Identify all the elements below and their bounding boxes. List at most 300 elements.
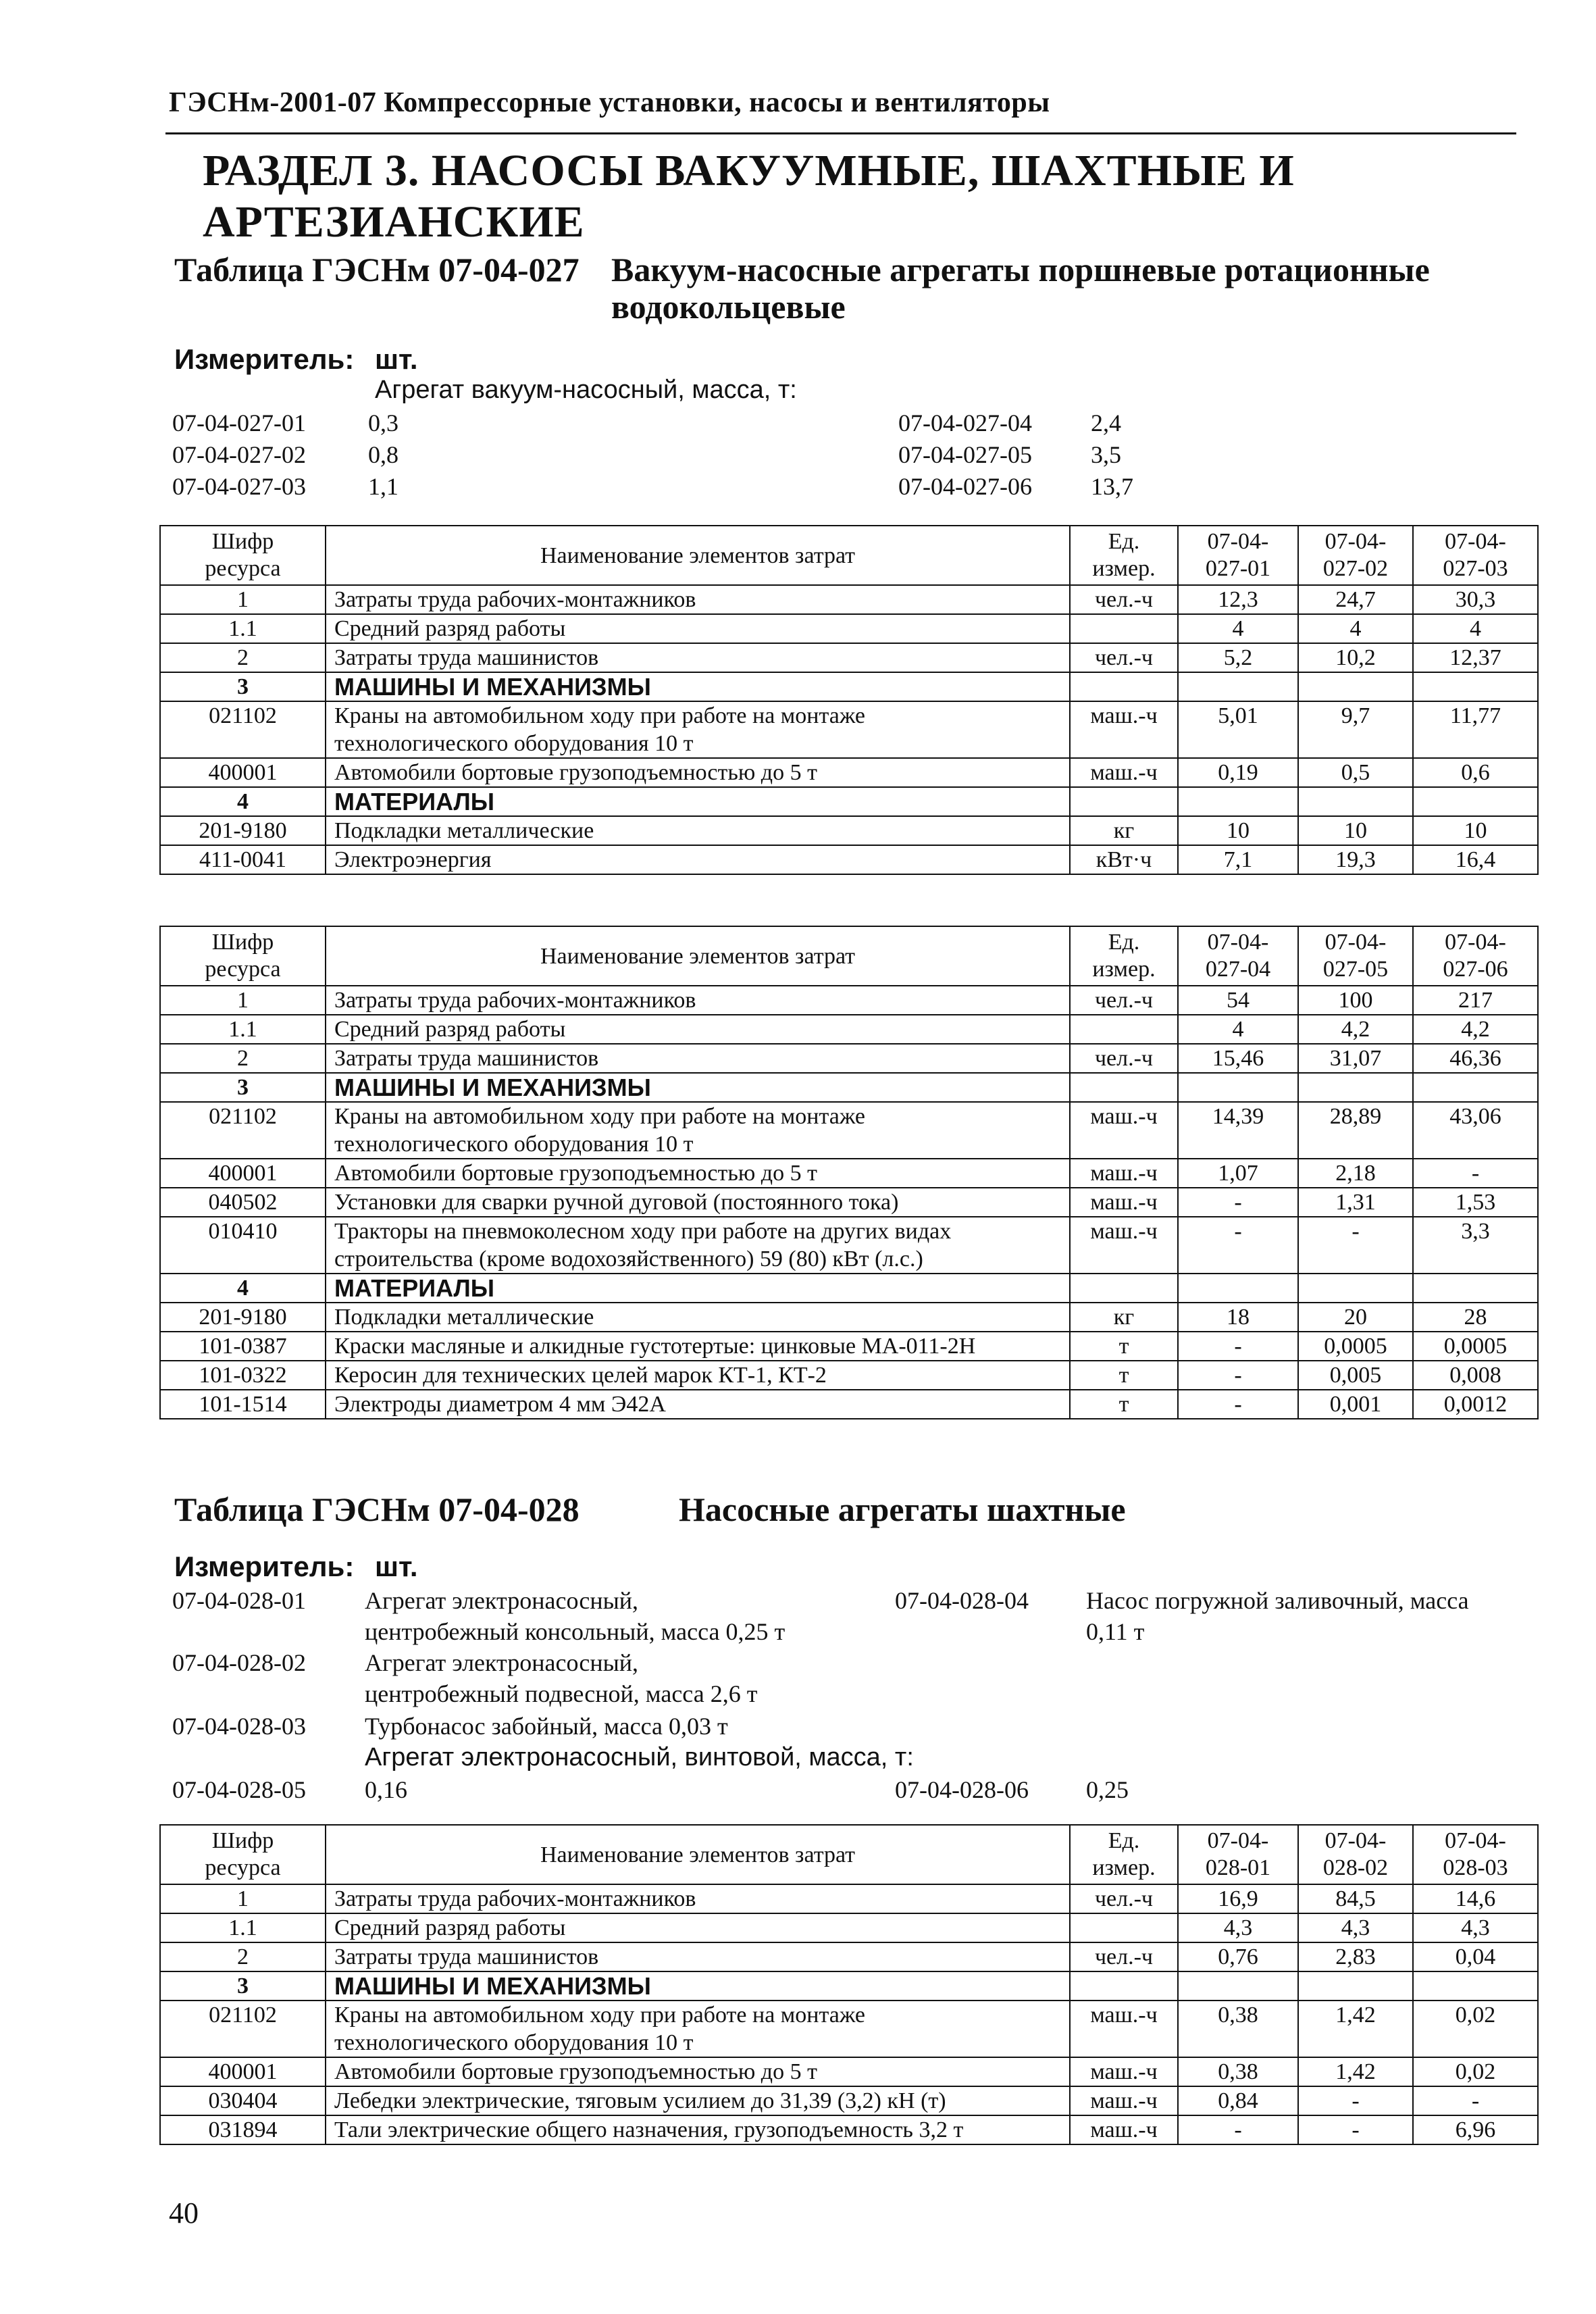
header-norm-code-line-1: 07-04- [1445, 1828, 1506, 1853]
header-unit-line-2: измер. [1092, 957, 1156, 982]
header-unit-cell [1070, 526, 1178, 585]
resource-name-line-1: МАШИНЫ И МЕХАНИЗМЫ [334, 1972, 651, 2000]
value-cell: 12,37 [1413, 643, 1538, 672]
unit-cell [1070, 1073, 1178, 1102]
table-row [160, 1015, 1538, 1044]
value-cell: 18 [1178, 1303, 1298, 1332]
unit-cell: маш.-ч [1070, 1102, 1178, 1159]
resource-code-cell: 030404 [160, 2086, 326, 2115]
unit-cell: кВт·ч [1070, 845, 1178, 874]
item-value: 3,5 [1091, 441, 1121, 468]
item-code: 07-04-027-04 [898, 409, 1032, 436]
table-row [160, 986, 1538, 1015]
unit-cell [1070, 614, 1178, 643]
value-cell: 0,02 [1413, 2001, 1538, 2057]
value-cell: 10 [1413, 816, 1538, 845]
header-unit-cell [1070, 1825, 1178, 1884]
table-row [160, 1159, 1538, 1188]
resource-name-line-1: Затраты труда рабочих-монтажников [334, 587, 696, 612]
table-row [160, 2001, 1538, 2057]
resource-code-cell: 021102 [160, 1102, 326, 1159]
resource-name-line-2: технологического оборудования 10 т [334, 2030, 694, 2055]
item-code: 07-04-028-06 [895, 1776, 1029, 1803]
header-unit-line-1: Ед. [1108, 930, 1140, 955]
item-code: 07-04-028-03 [172, 1713, 306, 1740]
header-norm-code-line-2: 027-05 [1322, 957, 1389, 982]
resource-name-cell [326, 1073, 1070, 1102]
resource-code-cell: 021102 [160, 701, 326, 758]
table-section-row [160, 672, 1538, 701]
table028-meter-value: шт. [375, 1551, 418, 1582]
item-code: 07-04-028-01 [172, 1587, 306, 1614]
value-cell: 5,01 [1178, 701, 1298, 758]
value-cell: - [1413, 2086, 1538, 2115]
table-section-row [160, 1971, 1538, 2001]
header-norm-code-line-2: 027-04 [1205, 957, 1271, 982]
item-code: 07-04-028-05 [172, 1776, 306, 1803]
resource-name-line-1: Краны на автомобильном ходу при работе на монтаже [334, 1104, 866, 1129]
header-code-line-2: ресурса [205, 556, 281, 581]
value-cell: 217 [1413, 986, 1538, 1015]
resource-code-cell: 021102 [160, 2001, 326, 2057]
resource-name-line-1: Средний разряд работы [334, 1017, 566, 1042]
resource-name-cell [326, 787, 1070, 816]
table-row [160, 585, 1538, 614]
resource-name-cell [326, 2001, 1070, 2057]
resource-name-line-1: Затраты труда рабочих-монтажников [334, 988, 696, 1013]
value-cell: 0,04 [1413, 1942, 1538, 1971]
value-cell: 100 [1298, 986, 1413, 1015]
item-value: 2,4 [1091, 409, 1121, 436]
header-name-cell: Наименование элементов затрат [326, 526, 1070, 585]
value-cell [1298, 787, 1413, 816]
header-code-line-1: Шифр [211, 1828, 274, 1853]
value-cell [1413, 1073, 1538, 1102]
resource-name-line-1: МАТЕРИАЛЫ [334, 1274, 495, 1302]
header-norm-code-cell [1298, 526, 1413, 585]
table-row [160, 701, 1538, 758]
resource-code-cell: 400001 [160, 2057, 326, 2086]
table-row [160, 1942, 1538, 1971]
value-cell: 3,3 [1413, 1217, 1538, 1274]
resource-code-cell: 101-0387 [160, 1332, 326, 1361]
resource-name-line-1: Затраты труда машинистов [334, 1944, 599, 1969]
table-row [160, 1102, 1538, 1159]
value-cell: - [1178, 1332, 1298, 1361]
resource-name-line-1: Краски масляные и алкидные густотертые: цинковые МА-011-2Н [334, 1334, 976, 1359]
unit-cell: чел.-ч [1070, 1044, 1178, 1073]
table-row [160, 2115, 1538, 2144]
value-cell: 84,5 [1298, 1884, 1413, 1913]
item-code: 07-04-027-03 [172, 473, 306, 500]
item-value: 0,16 [365, 1776, 407, 1803]
resource-name-line-1: Тракторы на пневмоколесном ходу при работе на других видах [334, 1219, 952, 1244]
norm-table-028 [159, 1824, 1539, 2145]
section-title: РАЗДЕЛ 3. НАСОСЫ ВАКУУМНЫЕ, ШАХТНЫЕ И АРТЕЗИАНСКИЕ [203, 146, 1295, 247]
running-header: ГЭСНм-2001-07 Компрессорные установки, насосы и вентиляторы [169, 87, 1050, 118]
unit-cell: маш.-ч [1070, 2057, 1178, 2086]
item-code: 07-04-027-01 [172, 409, 306, 436]
resource-name-cell [326, 1884, 1070, 1913]
value-cell: 28 [1413, 1303, 1538, 1332]
table-row [160, 1884, 1538, 1913]
resource-name-line-1: Установки для сварки ручной дуговой (постоянного тока) [334, 1190, 899, 1215]
table-header-row [160, 926, 1538, 986]
unit-cell: маш.-ч [1070, 2115, 1178, 2144]
table-row [160, 1332, 1538, 1361]
value-cell: 0,02 [1413, 2057, 1538, 2086]
item-text: Насос погружной заливочный, масса [1086, 1587, 1469, 1614]
resource-code-cell: 4 [160, 1274, 326, 1303]
unit-cell: маш.-ч [1070, 2001, 1178, 2057]
header-unit-line-1: Ед. [1108, 529, 1140, 554]
table-row [160, 1217, 1538, 1274]
unit-cell [1070, 1015, 1178, 1044]
table-section-row [160, 787, 1538, 816]
unit-cell: маш.-ч [1070, 1217, 1178, 1274]
table028-items-intro: Агрегат электронасосный, винтовой, масса, т: [365, 1743, 914, 1771]
resource-code-cell: 3 [160, 672, 326, 701]
value-cell: 0,0012 [1413, 1390, 1538, 1419]
page-number: 40 [169, 2196, 199, 2230]
value-cell: 10,2 [1298, 643, 1413, 672]
table027-items-intro: Агрегат вакуум-насосный, масса, т: [375, 376, 797, 404]
table-row [160, 643, 1538, 672]
resource-code-cell: 400001 [160, 758, 326, 787]
header-norm-code-line-1: 07-04- [1445, 930, 1506, 955]
header-unit-line-2: измер. [1092, 556, 1156, 581]
item-text: 0,11 т [1086, 1618, 1145, 1645]
item-text: Агрегат электронасосный, [365, 1649, 639, 1676]
value-cell [1298, 1073, 1413, 1102]
value-cell [1298, 1971, 1413, 2001]
resource-name-cell [326, 585, 1070, 614]
table-row [160, 758, 1538, 787]
value-cell [1413, 787, 1538, 816]
value-cell: 12,3 [1178, 585, 1298, 614]
value-cell: 4 [1178, 614, 1298, 643]
header-norm-code-cell [1298, 1825, 1413, 1884]
value-cell: - [1178, 1361, 1298, 1390]
item-value: 0,25 [1086, 1776, 1129, 1803]
table-row [160, 2057, 1538, 2086]
resource-name-cell [326, 1102, 1070, 1159]
value-cell: - [1413, 1159, 1538, 1188]
unit-cell: маш.-ч [1070, 2086, 1178, 2115]
table-row [160, 2086, 1538, 2115]
value-cell [1413, 672, 1538, 701]
item-value: 13,7 [1091, 473, 1133, 500]
table027-caption-title-1: Вакуум-насосные агрегаты поршневые ротационные [611, 251, 1430, 288]
item-text: Турбонасос забойный, масса 0,03 т [365, 1713, 728, 1740]
table028-meter-label: Измеритель: [174, 1551, 355, 1582]
resource-name-line-1: Затраты труда машинистов [334, 645, 599, 670]
header-rule [165, 132, 1516, 134]
unit-cell: чел.-ч [1070, 986, 1178, 1015]
value-cell: 11,77 [1413, 701, 1538, 758]
resource-name-cell [326, 986, 1070, 1015]
unit-cell: чел.-ч [1070, 1884, 1178, 1913]
value-cell [1413, 1971, 1538, 2001]
value-cell: 7,1 [1178, 845, 1298, 874]
resource-code-cell: 1 [160, 1884, 326, 1913]
value-cell: - [1178, 1390, 1298, 1419]
unit-cell: маш.-ч [1070, 701, 1178, 758]
table-section-row [160, 1073, 1538, 1102]
resource-name-line-2: технологического оборудования 10 т [334, 731, 694, 756]
header-code-cell [160, 526, 326, 585]
unit-cell [1070, 1274, 1178, 1303]
resource-name-line-1: Автомобили бортовые грузоподъемностью до 5 т [334, 760, 817, 785]
unit-cell: чел.-ч [1070, 585, 1178, 614]
resource-name-cell [326, 643, 1070, 672]
resource-code-cell: 2 [160, 1942, 326, 1971]
item-code: 07-04-028-04 [895, 1587, 1029, 1614]
resource-name-line-1: МАТЕРИАЛЫ [334, 788, 495, 815]
value-cell: 16,4 [1413, 845, 1538, 874]
resource-name-cell [326, 1188, 1070, 1217]
norm-table-027-b [159, 926, 1539, 1419]
table-header-row [160, 526, 1538, 585]
header-norm-code-line-1: 07-04- [1207, 529, 1269, 554]
header-norm-code-line-2: 027-01 [1205, 556, 1271, 581]
unit-cell: кг [1070, 1303, 1178, 1332]
value-cell: 0,76 [1178, 1942, 1298, 1971]
item-code: 07-04-028-02 [172, 1649, 306, 1676]
header-name-cell: Наименование элементов затрат [326, 926, 1070, 986]
unit-cell: маш.-ч [1070, 758, 1178, 787]
table028-caption-code: Таблица ГЭСНм 07-04-028 [174, 1490, 580, 1528]
header-norm-code-line-2: 027-06 [1443, 957, 1508, 982]
value-cell: 1,07 [1178, 1159, 1298, 1188]
value-cell: 4 [1178, 1015, 1298, 1044]
value-cell: 1,42 [1298, 2001, 1413, 2057]
resource-name-cell [326, 1332, 1070, 1361]
resource-name-cell [326, 758, 1070, 787]
resource-code-cell: 201-9180 [160, 816, 326, 845]
value-cell: 0,008 [1413, 1361, 1538, 1390]
resource-name-cell [326, 2057, 1070, 2086]
header-unit-line-2: измер. [1092, 1855, 1156, 1880]
header-norm-code-line-2: 028-03 [1443, 1855, 1508, 1880]
resource-name-cell [326, 1159, 1070, 1188]
resource-name-cell [326, 2086, 1070, 2115]
value-cell: 0,0005 [1413, 1332, 1538, 1361]
unit-cell [1070, 1913, 1178, 1942]
resource-name-cell [326, 701, 1070, 758]
resource-name-line-1: Электроэнергия [334, 847, 492, 872]
value-cell: 46,36 [1413, 1044, 1538, 1073]
resource-name-line-1: Краны на автомобильном ходу при работе на монтаже [334, 703, 866, 728]
item-code: 07-04-027-05 [898, 441, 1032, 468]
item-value: 0,3 [368, 409, 398, 436]
resource-name-line-1: МАШИНЫ И МЕХАНИЗМЫ [334, 1074, 651, 1101]
resource-name-cell [326, 816, 1070, 845]
table-row [160, 1361, 1538, 1390]
resource-name-line-1: Тали электрические общего назначения, грузоподъемность 3,2 т [334, 2117, 964, 2142]
resource-name-cell [326, 1044, 1070, 1073]
value-cell: - [1178, 1188, 1298, 1217]
resource-code-cell: 010410 [160, 1217, 326, 1274]
table-row [160, 1913, 1538, 1942]
value-cell [1298, 672, 1413, 701]
value-cell: 2,18 [1298, 1159, 1413, 1188]
table-row [160, 1390, 1538, 1419]
resource-code-cell: 411-0041 [160, 845, 326, 874]
resource-code-cell: 1 [160, 585, 326, 614]
table028-caption-title: Насосные агрегаты шахтные [679, 1490, 1126, 1528]
table-row [160, 614, 1538, 643]
resource-name-line-1: Автомобили бортовые грузоподъемностью до 5 т [334, 1161, 817, 1186]
resource-name-line-1: МАШИНЫ И МЕХАНИЗМЫ [334, 673, 651, 701]
table-section-row [160, 1274, 1538, 1303]
table027-meter-label: Измеритель: [174, 343, 355, 375]
resource-name-line-1: Средний разряд работы [334, 1915, 566, 1940]
resource-name-cell [326, 1913, 1070, 1942]
value-cell: 4,2 [1298, 1015, 1413, 1044]
value-cell: 4,3 [1413, 1913, 1538, 1942]
item-text: центробежный консольный, масса 0,25 т [365, 1618, 786, 1645]
value-cell: 0,0005 [1298, 1332, 1413, 1361]
value-cell: 0,5 [1298, 758, 1413, 787]
resource-name-line-2: строительства (кроме водохозяйственного) 59 (80) кВт (л.с.) [334, 1247, 923, 1272]
resource-name-line-1: Лебедки электрические, тяговым усилием до 31,39 (3,2) кН (т) [334, 2088, 946, 2113]
header-norm-code-line-1: 07-04- [1324, 529, 1387, 554]
value-cell: 43,06 [1413, 1102, 1538, 1159]
header-unit-line-1: Ед. [1108, 1828, 1140, 1853]
unit-cell: кг [1070, 816, 1178, 845]
resource-code-cell: 031894 [160, 2115, 326, 2144]
resource-name-line-1: Керосин для технических целей марок КТ-1, КТ-2 [334, 1363, 827, 1388]
value-cell [1298, 1274, 1413, 1303]
resource-name-cell [326, 1390, 1070, 1419]
value-cell: - [1298, 2086, 1413, 2115]
value-cell [1178, 787, 1298, 816]
header-norm-code-cell [1178, 526, 1298, 585]
header-code-line-2: ресурса [205, 957, 281, 982]
value-cell: 0,19 [1178, 758, 1298, 787]
value-cell: 9,7 [1298, 701, 1413, 758]
value-cell: 14,6 [1413, 1884, 1538, 1913]
resource-name-line-1: Автомобили бортовые грузоподъемностью до 5 т [334, 2059, 817, 2084]
unit-cell: т [1070, 1361, 1178, 1390]
table-row [160, 1188, 1538, 1217]
unit-cell: т [1070, 1390, 1178, 1419]
unit-cell: маш.-ч [1070, 1188, 1178, 1217]
resource-name-cell [326, 1015, 1070, 1044]
resource-code-cell: 1.1 [160, 1913, 326, 1942]
value-cell: 19,3 [1298, 845, 1413, 874]
item-text: Агрегат электронасосный, [365, 1587, 639, 1614]
value-cell: 20 [1298, 1303, 1413, 1332]
unit-cell: маш.-ч [1070, 1159, 1178, 1188]
value-cell: 10 [1298, 816, 1413, 845]
value-cell: 31,07 [1298, 1044, 1413, 1073]
value-cell: 0,005 [1298, 1361, 1413, 1390]
resource-code-cell: 201-9180 [160, 1303, 326, 1332]
table-row [160, 816, 1538, 845]
value-cell [1178, 1971, 1298, 2001]
header-code-line-1: Шифр [211, 930, 274, 955]
value-cell: 0,6 [1413, 758, 1538, 787]
header-code-line-2: ресурса [205, 1855, 281, 1880]
resource-name-line-1: Подкладки металлические [334, 1305, 594, 1330]
resource-name-line-1: Электроды диаметром 4 мм Э42А [334, 1392, 666, 1417]
resource-code-cell: 101-1514 [160, 1390, 326, 1419]
resource-name-cell [326, 1971, 1070, 2001]
resource-name-cell [326, 2115, 1070, 2144]
value-cell: 30,3 [1413, 585, 1538, 614]
header-norm-code-line-1: 07-04- [1207, 1828, 1269, 1853]
resource-name-cell [326, 1217, 1070, 1274]
value-cell: 4,2 [1413, 1015, 1538, 1044]
value-cell [1413, 1274, 1538, 1303]
header-norm-code-line-2: 028-02 [1322, 1855, 1389, 1880]
header-norm-code-line-1: 07-04- [1324, 1828, 1387, 1853]
item-code: 07-04-027-02 [172, 441, 306, 468]
header-norm-code-cell [1178, 926, 1298, 986]
resource-name-line-1: Средний разряд работы [334, 616, 566, 641]
value-cell: 4 [1413, 614, 1538, 643]
resource-name-cell [326, 845, 1070, 874]
header-norm-code-cell [1413, 526, 1538, 585]
value-cell: 5,2 [1178, 643, 1298, 672]
resource-name-cell [326, 614, 1070, 643]
value-cell: 4,3 [1298, 1913, 1413, 1942]
value-cell: 15,46 [1178, 1044, 1298, 1073]
value-cell: 28,89 [1298, 1102, 1413, 1159]
value-cell [1178, 1274, 1298, 1303]
value-cell [1178, 1073, 1298, 1102]
resource-name-cell [326, 672, 1070, 701]
header-norm-code-cell [1178, 1825, 1298, 1884]
value-cell: 10 [1178, 816, 1298, 845]
resource-code-cell: 3 [160, 1971, 326, 2001]
table027-caption-code: Таблица ГЭСНм 07-04-027 [174, 251, 580, 288]
resource-name-cell [326, 1942, 1070, 1971]
value-cell: 1,31 [1298, 1188, 1413, 1217]
resource-name-line-1: Затраты труда машинистов [334, 1046, 599, 1071]
header-code-line-1: Шифр [211, 529, 274, 554]
value-cell: 4 [1298, 614, 1413, 643]
resource-code-cell: 040502 [160, 1188, 326, 1217]
resource-name-cell [326, 1361, 1070, 1390]
resource-name-cell [326, 1303, 1070, 1332]
resource-name-line-1: Подкладки металлические [334, 818, 594, 843]
value-cell: 1,42 [1298, 2057, 1413, 2086]
header-norm-code-line-1: 07-04- [1324, 930, 1387, 955]
header-code-cell [160, 926, 326, 986]
table027-caption-title-2: водокольцевые [611, 288, 846, 326]
value-cell: - [1298, 2115, 1413, 2144]
value-cell: 14,39 [1178, 1102, 1298, 1159]
resource-name-line-1: Краны на автомобильном ходу при работе на монтаже [334, 2003, 866, 2028]
table027-meter-value: шт. [375, 343, 418, 375]
unit-cell: чел.-ч [1070, 643, 1178, 672]
resource-code-cell: 400001 [160, 1159, 326, 1188]
item-text: центробежный подвесной, масса 2,6 т [365, 1680, 758, 1707]
value-cell: 0,38 [1178, 2057, 1298, 2086]
value-cell: 0,001 [1298, 1390, 1413, 1419]
header-norm-code-line-2: 027-02 [1322, 556, 1389, 581]
header-name-cell: Наименование элементов затрат [326, 1825, 1070, 1884]
header-norm-code-line-1: 07-04- [1445, 529, 1506, 554]
header-norm-code-cell [1413, 926, 1538, 986]
unit-cell: т [1070, 1332, 1178, 1361]
table-row [160, 1303, 1538, 1332]
resource-name-line-1: Затраты труда рабочих-монтажников [334, 1886, 696, 1911]
value-cell: 6,96 [1413, 2115, 1538, 2144]
